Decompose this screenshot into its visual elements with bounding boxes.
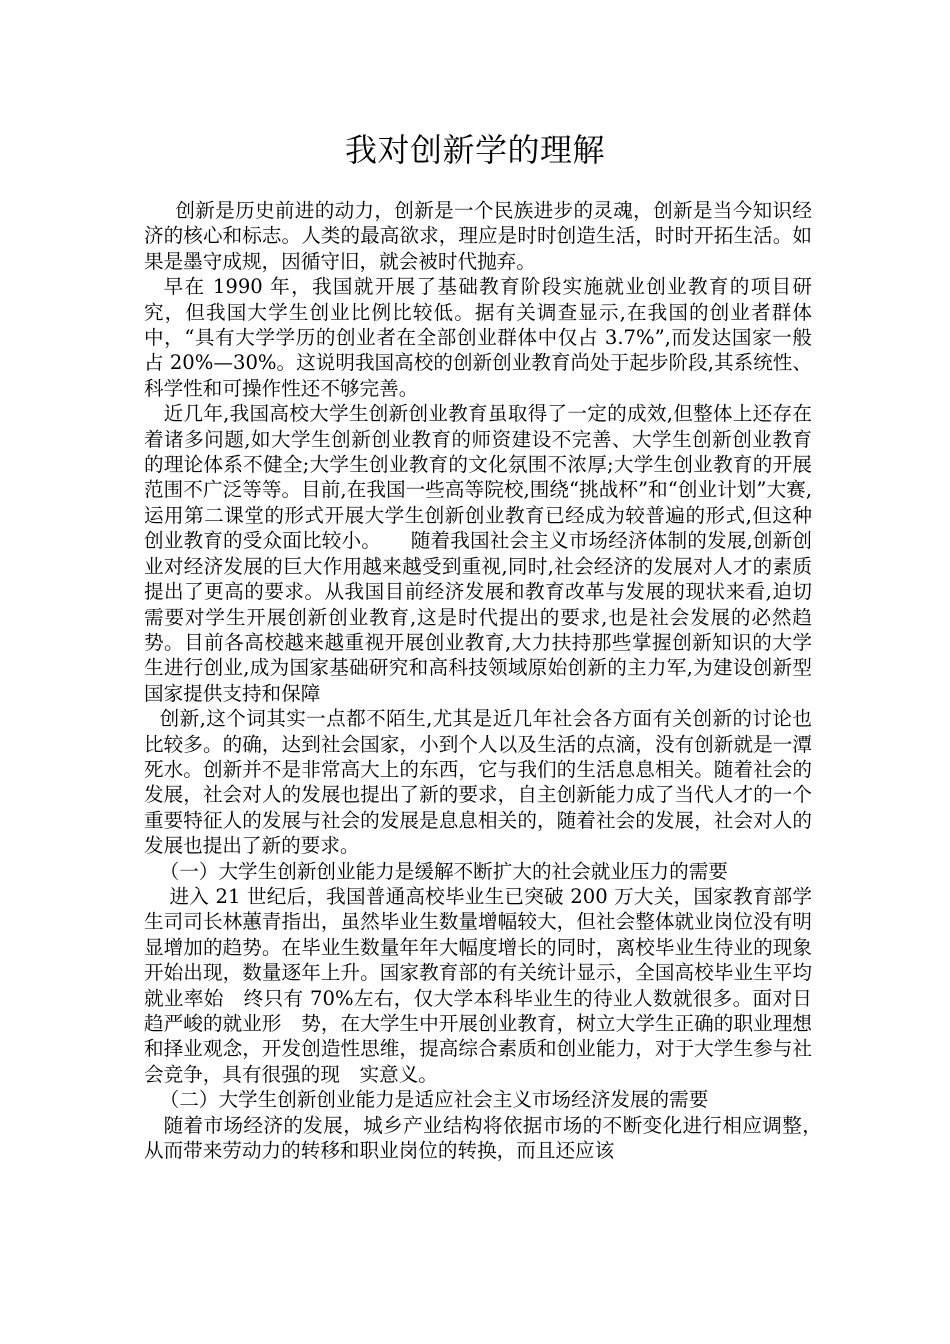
- document-title: 我对创新学的理解: [344, 131, 605, 169]
- paragraph-1990-research: 早在 1990 年，我国就开展了基础教育阶段实施就业创业教育的项目研究，但我国大学生创业比例比较低。据有关调查显示,在我国的创业者群体中，“具有大学学历的创业者在全部创业群体中仅占 3.7%”,而发达国家一般占 20%—30%。这说明我国高校的创新创业教育尚处于起步阶段,其系统性、科学性和可操作性还不够完善。: [144, 275, 812, 400]
- paragraph-market-economy: 随着市场经济的发展，城乡产业结构将依据市场的不断变化进行相应调整， 从而带来劳动力的转移和职业岗位的转换，而且还应该: [144, 1113, 832, 1163]
- paragraph-recent-years: 近几年,我国高校大学生创新创业教育虽取得了一定的成效,但整体上还存在着诸多问题,如大学生创新创业教育的师资建设不完善、大学生创新创业教育的理论体系不健全;大学生创业教育的文化氛围不浓厚;大学生创业教育的开展范围不广泛等等。目前,在我国一些高等院校,围绕“挑战杯”和“创业计划”大赛,运用第二课堂的形式开展大学生创新创业教育已经成为较普遍的形式,但这种创业教育的受众面比较小。 随着我国社会主义市场经济体制的发展,创新创业对经济发展的巨大作用越来越受到重视,同时,社会经济的发展对人才的素质提出了更高的要求。从我国目前经济发展和教育改革与发展的现状来看,迫切需要对学生开展创新创业教育,这是时代提出的要求,也是社会发展的必然趋势。目前各高校越来越重视开展创业教育,大力扶持那些掌握创新知识的大学生进行创业,成为国家基础研究和高科技领域原始创新的主力军,为建设创新型国家提供支持和保障: [144, 402, 812, 705]
- section-heading-1: （一）大学生创新创业能力是缓解不断扩大的社会就业压力的需要: [159, 859, 728, 883]
- paragraph-intro: 创新是历史前进的动力，创新是一个民族进步的灵魂，创新是当今知识经济的核心和标志。人类的最高欲求，理应是时时创造生活，时时开拓生活。如果是墨守成规，因循守旧，就会被时代抛弃。: [144, 199, 812, 273]
- paragraph-innovation-discussion: 创新,这个词其实一点都不陌生,尤其是近几年社会各方面有关创新的讨论也比较多。的确，达到社会国家，小到个人以及生活的点滴，没有创新就是一潭死水。创新并不是非常高大上的东西，它与我们的生活息息相关。随着社会的发展，社会对人的发展也提出了新的要求，自主创新能力成了当代人才的一个重要特征人的发展与社会的发展是息息相关的，随着社会的发展，社会对人的发展也提出了新的要求。: [144, 707, 812, 858]
- paragraph-employment-pressure: 进入 21 世纪后，我国普通高校毕业生已突破 200 万大关，国家教育部学生司司长林蕙青指出，虽然毕业生数量增幅较大，但社会整体就业岗位没有明显增加的趋势。在毕业生数量年年大幅度增长的同时，离校毕业生待业的现象开始出现，数量逐年上升。国家教育部的有关统计显示，全国高校毕业生平均就业率始 终只有 70%左右，仅大学本科毕业生的待业人数就很多。面对日趋严峻的就业形 势，在大学生中开展创业教育，树立大学生正确的职业理想和择业观念，开发创造性思维，提高综合素质和创业能力，对于大学生参与社会竞争，具有很强的现 实意义。: [144, 884, 812, 1086]
- document-body: [144, 198, 832, 1163]
- section-heading-2: （二）大学生创新创业能力是适应社会主义市场经济发展的需要: [159, 1088, 709, 1112]
